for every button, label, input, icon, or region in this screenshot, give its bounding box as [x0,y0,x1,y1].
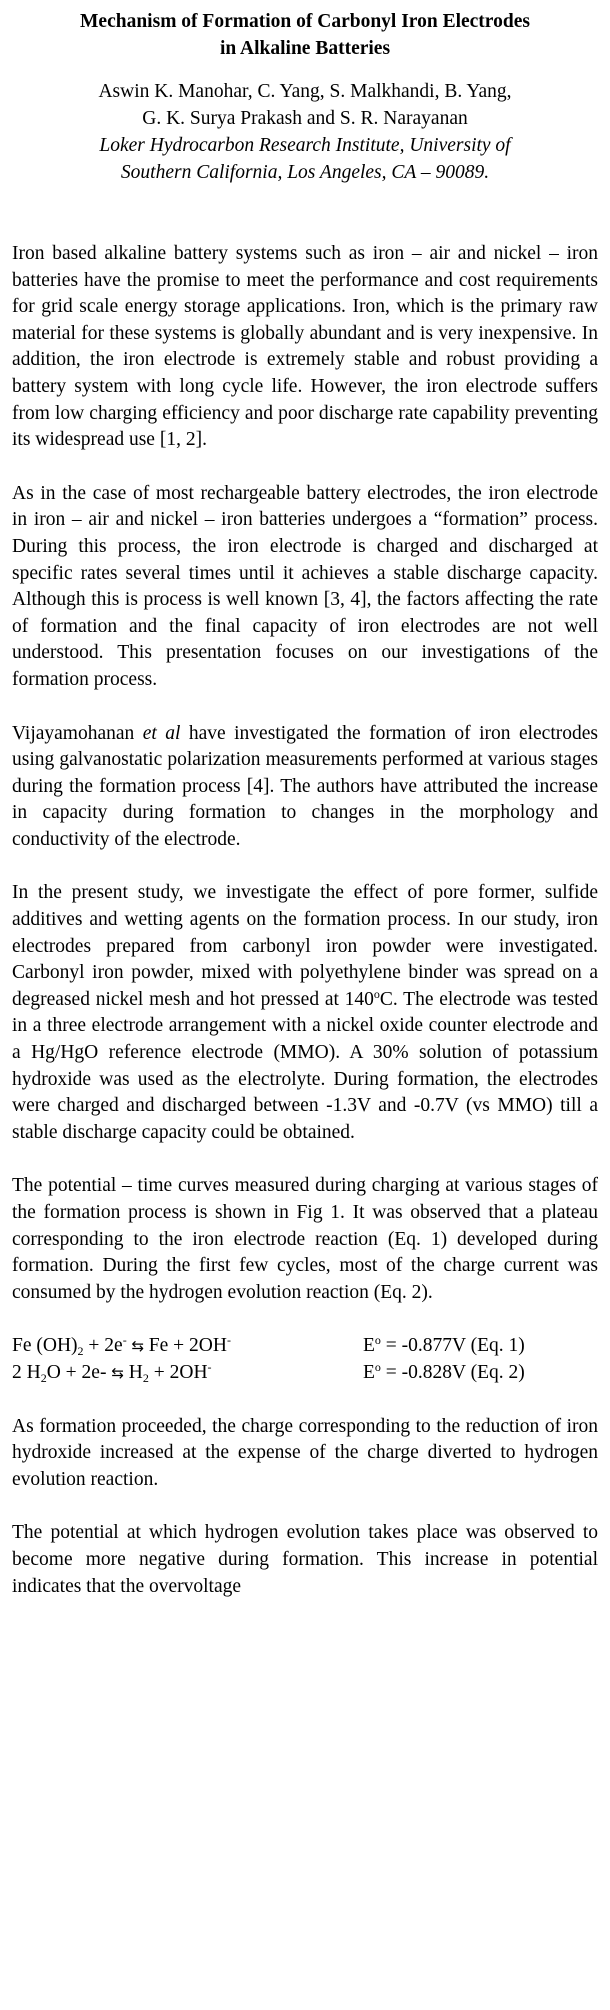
paragraph-1: Iron based alkaline battery systems such as iron – air and nickel – iron batteries have the promise to meet the performance and cost requirements for grid scale energy storage applications. Iron, which is the primary raw material for these systems is globally abundant and is very inexpensive. In addition, the iron electrode is extremely stable and robust providing a battery system with long cycle life. However, the iron electrode suffers from low charging efficiency and poor discharge rate capability preventing its widespread use [1, 2]. [12,243,598,451]
equation-2-potential [363,1360,598,1387]
paragraph-4-part-b: C. The electrode was tested in a three electrode arrangement with a nickel oxide counter electrode and a Hg/HgO reference electrode (MMO). A 30% solution of potassium hydroxide was used as the electrolyte. During formation, the electrodes were charged and discharged between -1.3V and -0.7V (vs MMO) till a stable discharge capacity could be obtained. [12,988,598,1143]
paragraph-3-rest: have investigated the formation of iron electrodes using galvanostatic polarization measurements performed at various stages during the formation process [4]. The authors have attributed the increase in capacity during formation to changes in the morphology and conductivity of the electrode. [12,722,598,850]
affiliation-line-1: Loker Hydrocarbon Research Institute, University of [99,135,511,156]
title-line-1: Mechanism of Formation of Carbonyl Iron Electrodes [80,11,530,32]
eq2-water-electrons: O + 2e- [46,1361,112,1383]
eq2-subscript-2: 2 [142,1370,149,1385]
paper-title [12,8,598,62]
eq1-hydroxide-charge: - [226,1333,231,1348]
equilibrium-arrow-icon: ⇆ [111,1363,124,1382]
authors-line-1: Aswin K. Manohar, C. Yang, S. Malkhandi, B. Yang, [98,81,512,102]
paragraph-7: The potential at which hydrogen evolution takes place was observed to become more negative during formation. This increase in potential indicates that the overvoltage [12,1522,598,1597]
et-al: et al [142,722,181,744]
body-text [12,241,598,1600]
paragraph-4-part-a: In the present study, we investigate the effect of pore former, sulfide additives and wetting agents on the formation process. In our study, iron electrodes prepared from carbonyl iron powder were investigated. Carbonyl iron powder, mixed with polyethylene binder was spread on a degreased nickel mesh and hot pressed at 140 [12,882,598,1010]
eq2-subscript-1: 2 [40,1370,47,1385]
eq1-potential-value: = -0.877V (Eq. 1) [380,1335,525,1357]
eq1-e-label: E [363,1335,375,1357]
eq2-hydroxide-charge: - [207,1359,212,1374]
eq1-subscript: 2 [77,1344,84,1359]
eq1-products: Fe + 2OH [148,1335,227,1357]
equation-2-reaction [12,1360,212,1387]
authors-line-2: G. K. Surya Prakash and S. R. Narayanan [142,108,468,129]
paragraph-2: As in the case of most rechargeable battery electrodes, the iron electrode in iron – air and nickel – iron batteries undergoes a “formation” process. During this process, the iron electrode is charged and discharged at specific rates several times until it achieves a stable discharge capacity. Although this is process is well known [3, 4], the factors affecting the rate of formation and the final capacity of iron electrodes are not well understood. This presentation focuses on our investigations of the formation process. [12,482,598,690]
author-name-vijayamohanan: Vijayamohanan [12,722,135,744]
paragraph-3 [12,721,598,854]
paragraph-4 [12,880,598,1146]
author-block [12,78,598,186]
eq1-reactant: Fe (OH) [12,1335,78,1357]
equilibrium-arrow-icon: ⇆ [126,1337,149,1356]
equation-1 [12,1333,598,1360]
eq2-hydroxide: + 2OH [148,1361,208,1383]
degree-sign: o [373,986,380,1001]
affiliation-line-2: Southern California, Los Angeles, CA – 90089. [120,162,490,183]
eq1-standard-sup: o [374,1333,381,1348]
title-line-2: in Alkaline Batteries [219,38,391,59]
eq1-electron-charge: - [122,1333,127,1348]
equation-block [12,1333,598,1386]
eq2-potential-value: = -0.828V (Eq. 2) [380,1361,525,1383]
eq2-standard-sup: o [374,1359,381,1374]
eq2-e-label: E [363,1361,375,1383]
paragraph-5: The potential – time curves measured during charging at various stages of the formation process is shown in Fig 1. It was observed that a plateau corresponding to the iron electrode reaction (Eq. 1) developed during formation. During the first few cycles, most of the charge current was consumed by the hydrogen evolution reaction (Eq. 2). [12,1175,598,1303]
eq2-reactant: 2 H [12,1361,41,1383]
equation-2 [12,1360,598,1387]
eq1-electrons: + 2e [83,1335,123,1357]
equation-1-reaction [12,1333,231,1360]
eq2-hydrogen: H [123,1361,143,1383]
equation-1-potential [363,1333,598,1360]
paragraph-6: As formation proceeded, the charge corresponding to the reduction of iron hydroxide increased at the expense of the charge diverted to hydrogen evolution reaction. [12,1415,598,1490]
